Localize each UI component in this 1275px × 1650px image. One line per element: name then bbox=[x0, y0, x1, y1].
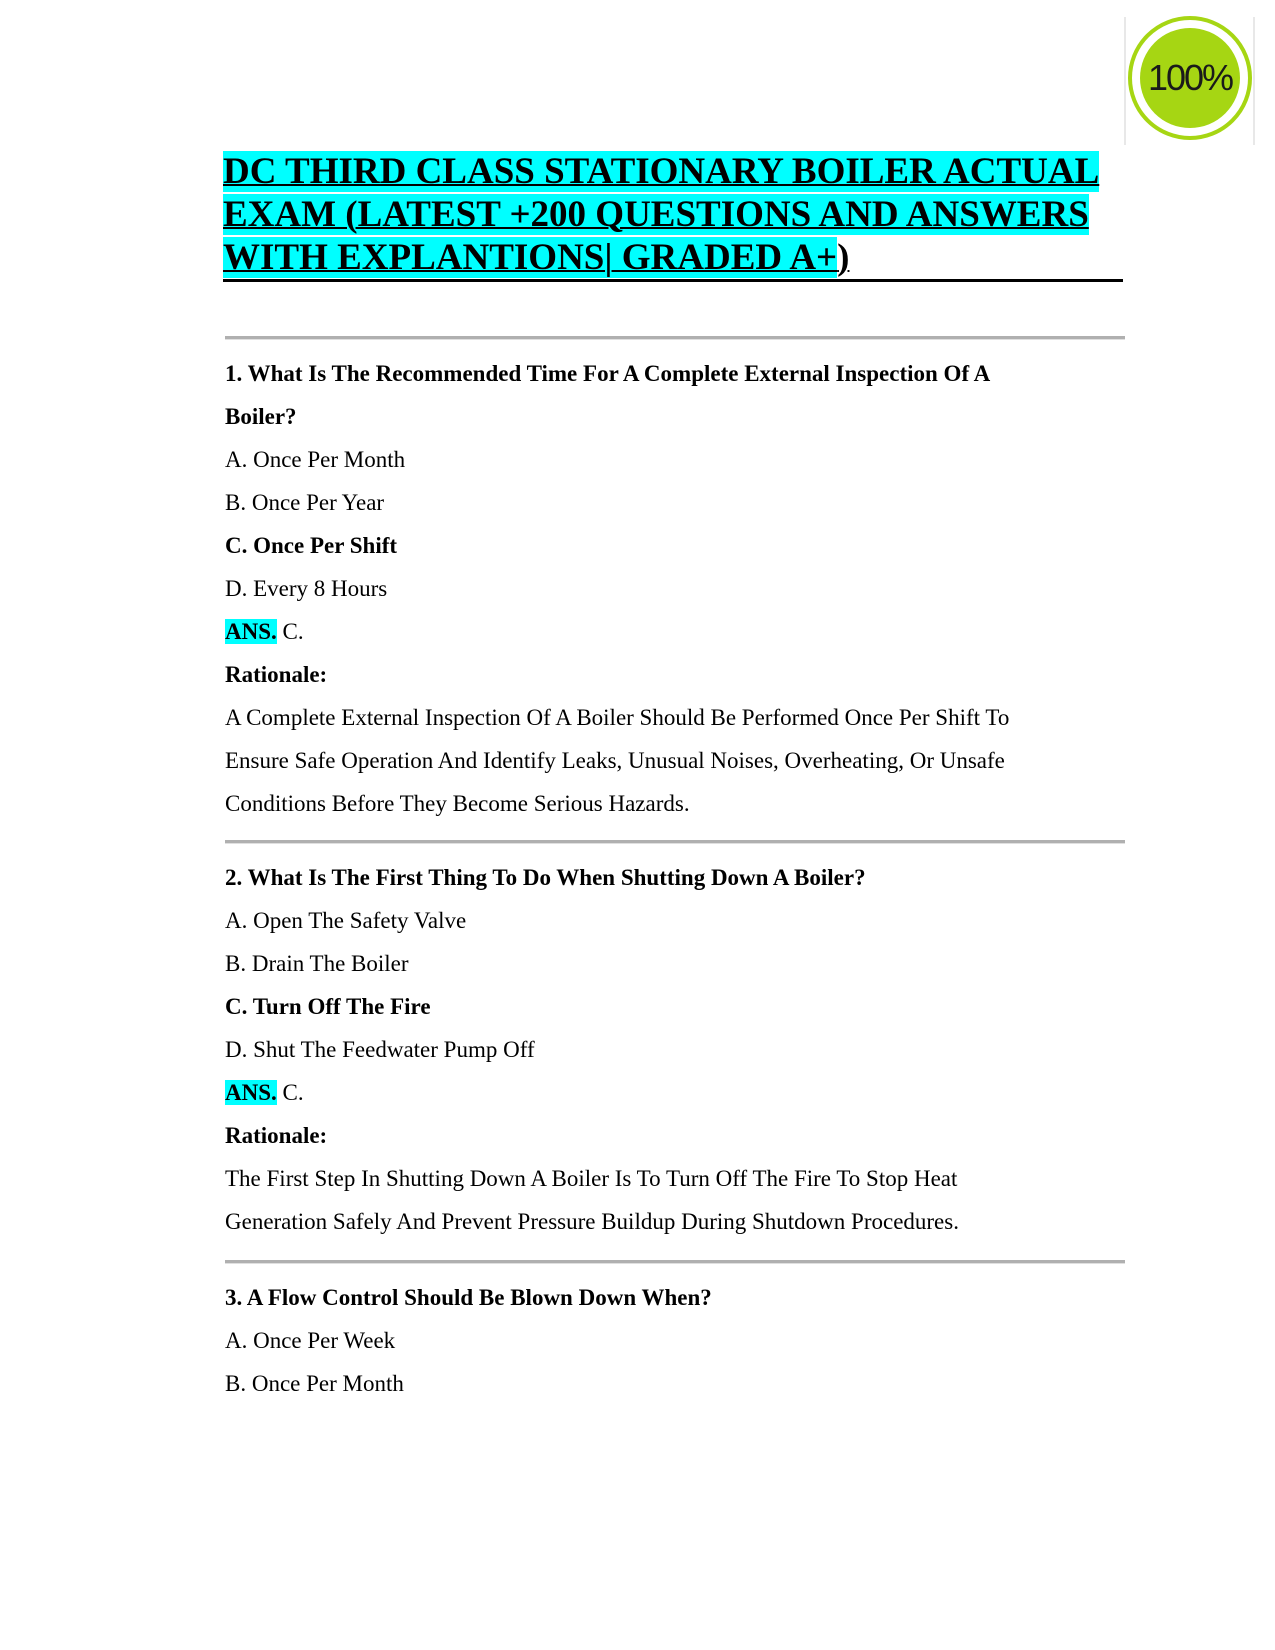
title-line-2: EXAM (LATEST +200 QUESTIONS AND ANSWERS bbox=[223, 194, 1089, 235]
question-2 bbox=[225, 856, 1125, 1243]
option-b: B. Drain The Boiler bbox=[225, 951, 409, 976]
question-text: 1. What Is The Recommended Time For A Complete External Inspection Of A bbox=[225, 361, 991, 386]
answer-value: C. bbox=[276, 1080, 304, 1105]
option-b: B. Once Per Month bbox=[225, 1371, 404, 1396]
section-divider bbox=[225, 1260, 1125, 1264]
question-text: 2. What Is The First Thing To Do When Shutting Down A Boiler? bbox=[225, 865, 866, 890]
question-text-cont: Boiler? bbox=[225, 404, 297, 429]
rationale-line: Ensure Safe Operation And Identify Leaks, Unusual Noises, Overheating, Or Unsafe bbox=[225, 748, 1005, 773]
option-a: A. Open The Safety Valve bbox=[225, 908, 467, 933]
document-title bbox=[223, 150, 1123, 279]
rationale-line: Generation Safely And Prevent Pressure Buildup During Shutdown Procedures. bbox=[225, 1209, 959, 1234]
question-3 bbox=[225, 1276, 1125, 1405]
answer-line bbox=[225, 1071, 1125, 1114]
rationale-label: Rationale: bbox=[225, 1123, 328, 1148]
section-divider bbox=[225, 336, 1125, 340]
rationale-label: Rationale: bbox=[225, 662, 328, 687]
rationale-line: A Complete External Inspection Of A Boiler Should Be Performed Once Per Shift To bbox=[225, 705, 1010, 730]
quality-badge-icon bbox=[1128, 16, 1252, 140]
option-d: D. Every 8 Hours bbox=[225, 576, 388, 601]
question-text: 3. A Flow Control Should Be Blown Down When? bbox=[225, 1285, 712, 1310]
badge-inner bbox=[1140, 28, 1240, 128]
answer-label: ANS. bbox=[225, 1080, 277, 1105]
option-d: D. Shut The Feedwater Pump Off bbox=[225, 1037, 535, 1062]
answer-label: ANS. bbox=[225, 619, 277, 644]
option-c-correct: C. Turn Off The Fire bbox=[225, 994, 431, 1019]
badge-divider-right bbox=[1253, 17, 1255, 145]
answer-value: C. bbox=[276, 619, 304, 644]
option-a: A. Once Per Week bbox=[225, 1328, 396, 1353]
badge-divider-left bbox=[1124, 17, 1126, 145]
rationale-line: The First Step In Shutting Down A Boiler Is To Turn Off The Fire To Stop Heat bbox=[225, 1166, 958, 1191]
section-divider bbox=[225, 840, 1125, 844]
title-line-1: DC THIRD CLASS STATIONARY BOILER ACTUAL bbox=[223, 151, 1100, 192]
question-1 bbox=[225, 352, 1125, 825]
title-underline-rule bbox=[223, 279, 1123, 282]
option-c-correct: C. Once Per Shift bbox=[225, 533, 398, 558]
option-b: B. Once Per Year bbox=[225, 490, 385, 515]
title-line-3: WITH EXPLANTIONS| GRADED A+) bbox=[223, 237, 850, 278]
answer-line bbox=[225, 610, 1125, 653]
badge-text: 100% bbox=[1147, 57, 1233, 98]
option-a: A. Once Per Month bbox=[225, 447, 406, 472]
rationale-line: Conditions Before They Become Serious Hazards. bbox=[225, 791, 690, 816]
